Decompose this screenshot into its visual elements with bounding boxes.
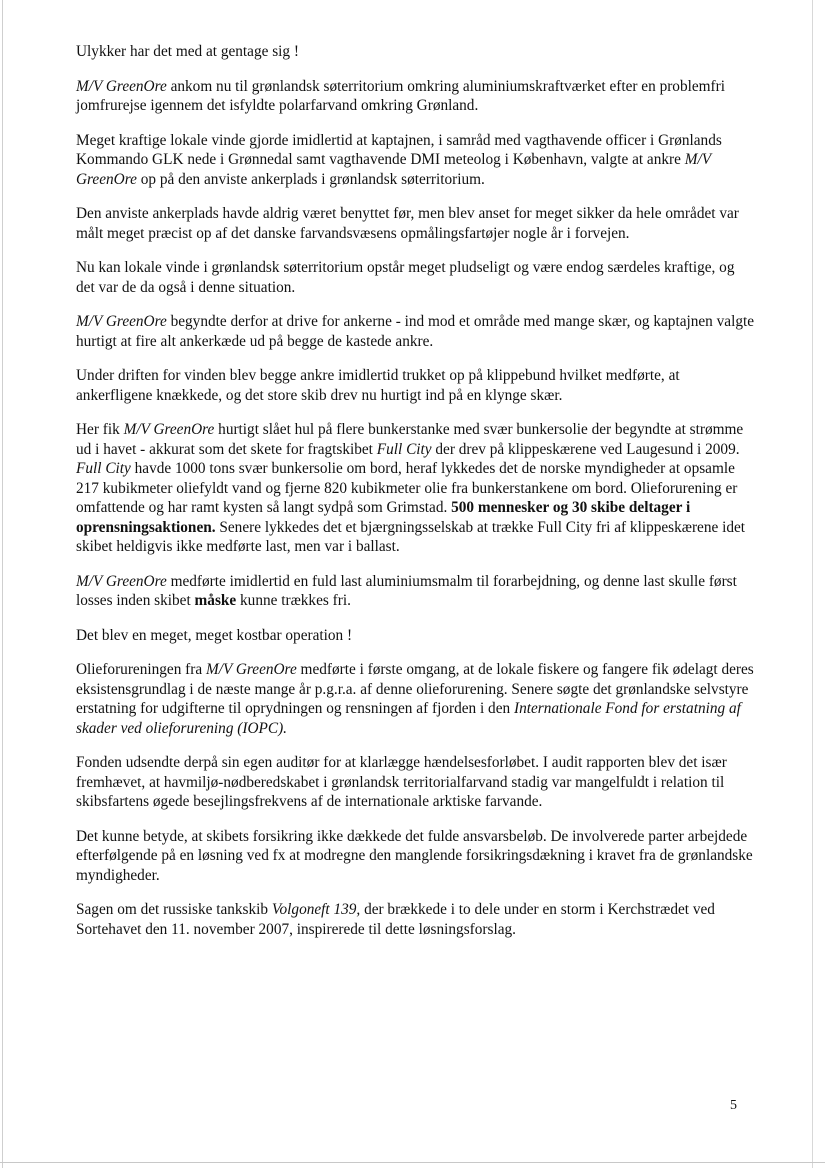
text-segment: Den anviste ankerplads havde aldrig været benyttet før, men blev anset for meget sikker da hele området var målt meget præcist op af det danske farvandsvæsens opmålingsfartøjer nogle år i forvejen.: [76, 205, 739, 242]
italic-text: Internationale Fond for erstatning af skader ved olieforurening (IOPC).: [76, 700, 741, 737]
paragraph: [76, 258, 756, 297]
italic-text: Volgoneft 139,: [271, 901, 361, 918]
paragraph: [76, 827, 756, 886]
text-segment: hurtigt slået hul på flere bunkerstanke med svær bunkersolie der begyndte at strømme ud i havet - akkurat som det skete for fragtskibet: [76, 421, 744, 458]
text-segment: der drev på klippeskærene ved Laugesund i 2009.: [431, 440, 740, 458]
paragraph: [76, 660, 756, 738]
text-segment: Fonden udsendte derpå sin egen auditør for at klarlægge hændelsesforløbet. I audit rapporten blev det især fremhævet, at havmiljø-nødberedskabet i grønlandsk territorialfarvand stadig var mangelfuldt i relation til skibsfartens øgede besejlingsfrekvens af de internationale arktiske farvande.: [76, 754, 727, 810]
text-segment: Senere lykkedes det et bjærgningsselskab at trække Full City fri af klippeskærene idet skibet heldigvis ikke medførte last, men var i ballast.: [76, 518, 746, 555]
paragraph: [76, 312, 756, 351]
body-text: [76, 42, 756, 954]
paragraph: [76, 77, 756, 116]
text-segment: havde 1000 tons svær bunkersolie om bord, heraf lykkedes det de norske myndigheder at opsamle 217 kubikmeter oliefyldt vand og fjerne 820 kubikmeter olie fra bunkerstankene om bord. Olieforurening er omfattende og har ramt kysten så langt sydpå som Grimstad.: [76, 460, 738, 516]
text-segment: medførte imidlertid en fuld last aluminiumsmalm til forarbejdning, og denne last skulle først losses inden skibet: [76, 572, 737, 609]
scan-edge-left: [2, 0, 3, 1168]
text-segment: Meget kraftige lokale vinde gjorde imidlertid at kaptajnen, i samråd med vagthavende officer i Grønlands Kommando GLK nede i Grønnedal samt vagthavende DMI meteolog i København, valgte at ankre: [76, 131, 722, 168]
bold-text: måske: [194, 592, 237, 609]
italic-text: M/V GreenOre: [123, 421, 215, 438]
text-segment: der brækkede i to dele under en storm i Kerchstrædet ved Sortehavet den 11. november 2007, inspirerede til dette løsningsforslag.: [76, 901, 715, 938]
text-segment: medførte i første omgang, at de lokale fiskere og fangere fik ødelagt deres eksistensgrundlag i de næste mange år p.g.r.a. af denne olieforurening. Senere søgte det grønlandske selvstyre erstatning for udgifterne til oprydningen og rensningen af fjorden i den: [76, 661, 754, 717]
text-segment: Det kunne betyde, at skibets forsikring ikke dækkede det fulde ansvarsbeløb. De involverede parter arbejdede efterfølgende på en løsning ved fx at modregne den manglende forsikringsdækning i kravet fra de grønlandske myndigheder.: [76, 827, 753, 884]
paragraph: [76, 131, 756, 190]
text-segment: Det blev en meget, meget kostbar operation !: [76, 626, 353, 644]
paragraph: [76, 900, 756, 939]
paragraph: [76, 753, 756, 812]
text-segment: Under driften for vinden blev begge ankre imidlertid trukket op på klippebund hvilket medførte, at ankerfligene knækkede, og det store skib drev nu hurtigt ind på en klynge skær.: [76, 367, 680, 404]
paragraph: [76, 42, 756, 62]
paragraph: [76, 626, 756, 646]
text-segment: ankom nu til grønlandsk søterritorium omkring aluminiumskraftværket efter en problemfri jomfrurejse igennem det isfyldte polarfarvand omkring Grønland.: [76, 77, 725, 114]
text-segment: kunne trækkes fri.: [236, 592, 351, 609]
italic-text: M/V GreenOre: [76, 77, 167, 95]
paragraph: [76, 366, 756, 405]
paragraph: [76, 204, 756, 243]
text-segment: Nu kan lokale vinde i grønlandsk søterritorium opstår meget pludseligt og være endog særdeles kraftige, og det var de da også i denne situation.: [76, 259, 735, 296]
italic-text: M/V GreenOre: [76, 572, 167, 590]
text-segment: Sagen om det russiske tankskib: [76, 901, 272, 918]
page-number: 5: [730, 1098, 737, 1113]
italic-text: M/V GreenOre: [76, 151, 711, 188]
italic-text: M/V GreenOre: [76, 313, 167, 330]
scan-edge-bottom: [0, 1162, 825, 1163]
text-segment: op på den anviste ankerplads i grønlandsk søterritorium.: [136, 170, 485, 188]
text-segment: Olieforureningen fra: [76, 661, 206, 678]
italic-text: Full City: [376, 440, 432, 458]
italic-text: M/V GreenOre: [205, 661, 297, 678]
italic-text: Full City: [76, 460, 131, 477]
paragraph: [76, 420, 756, 557]
scan-edge-right: [812, 0, 813, 1168]
paragraph: [76, 572, 756, 611]
text-segment: Ulykker har det med at gentage sig !: [76, 43, 299, 60]
text-segment: Her fik: [76, 421, 124, 438]
text-segment: begyndte derfor at drive for ankerne - ind mod et område med mange skær, og kaptajnen valgte hurtigt at fire alt ankerkæde ud på begge de kastede ankre.: [76, 313, 755, 350]
bold-text: 500 mennesker og 30 skibe deltager i oprensningsaktionen.: [76, 499, 691, 536]
